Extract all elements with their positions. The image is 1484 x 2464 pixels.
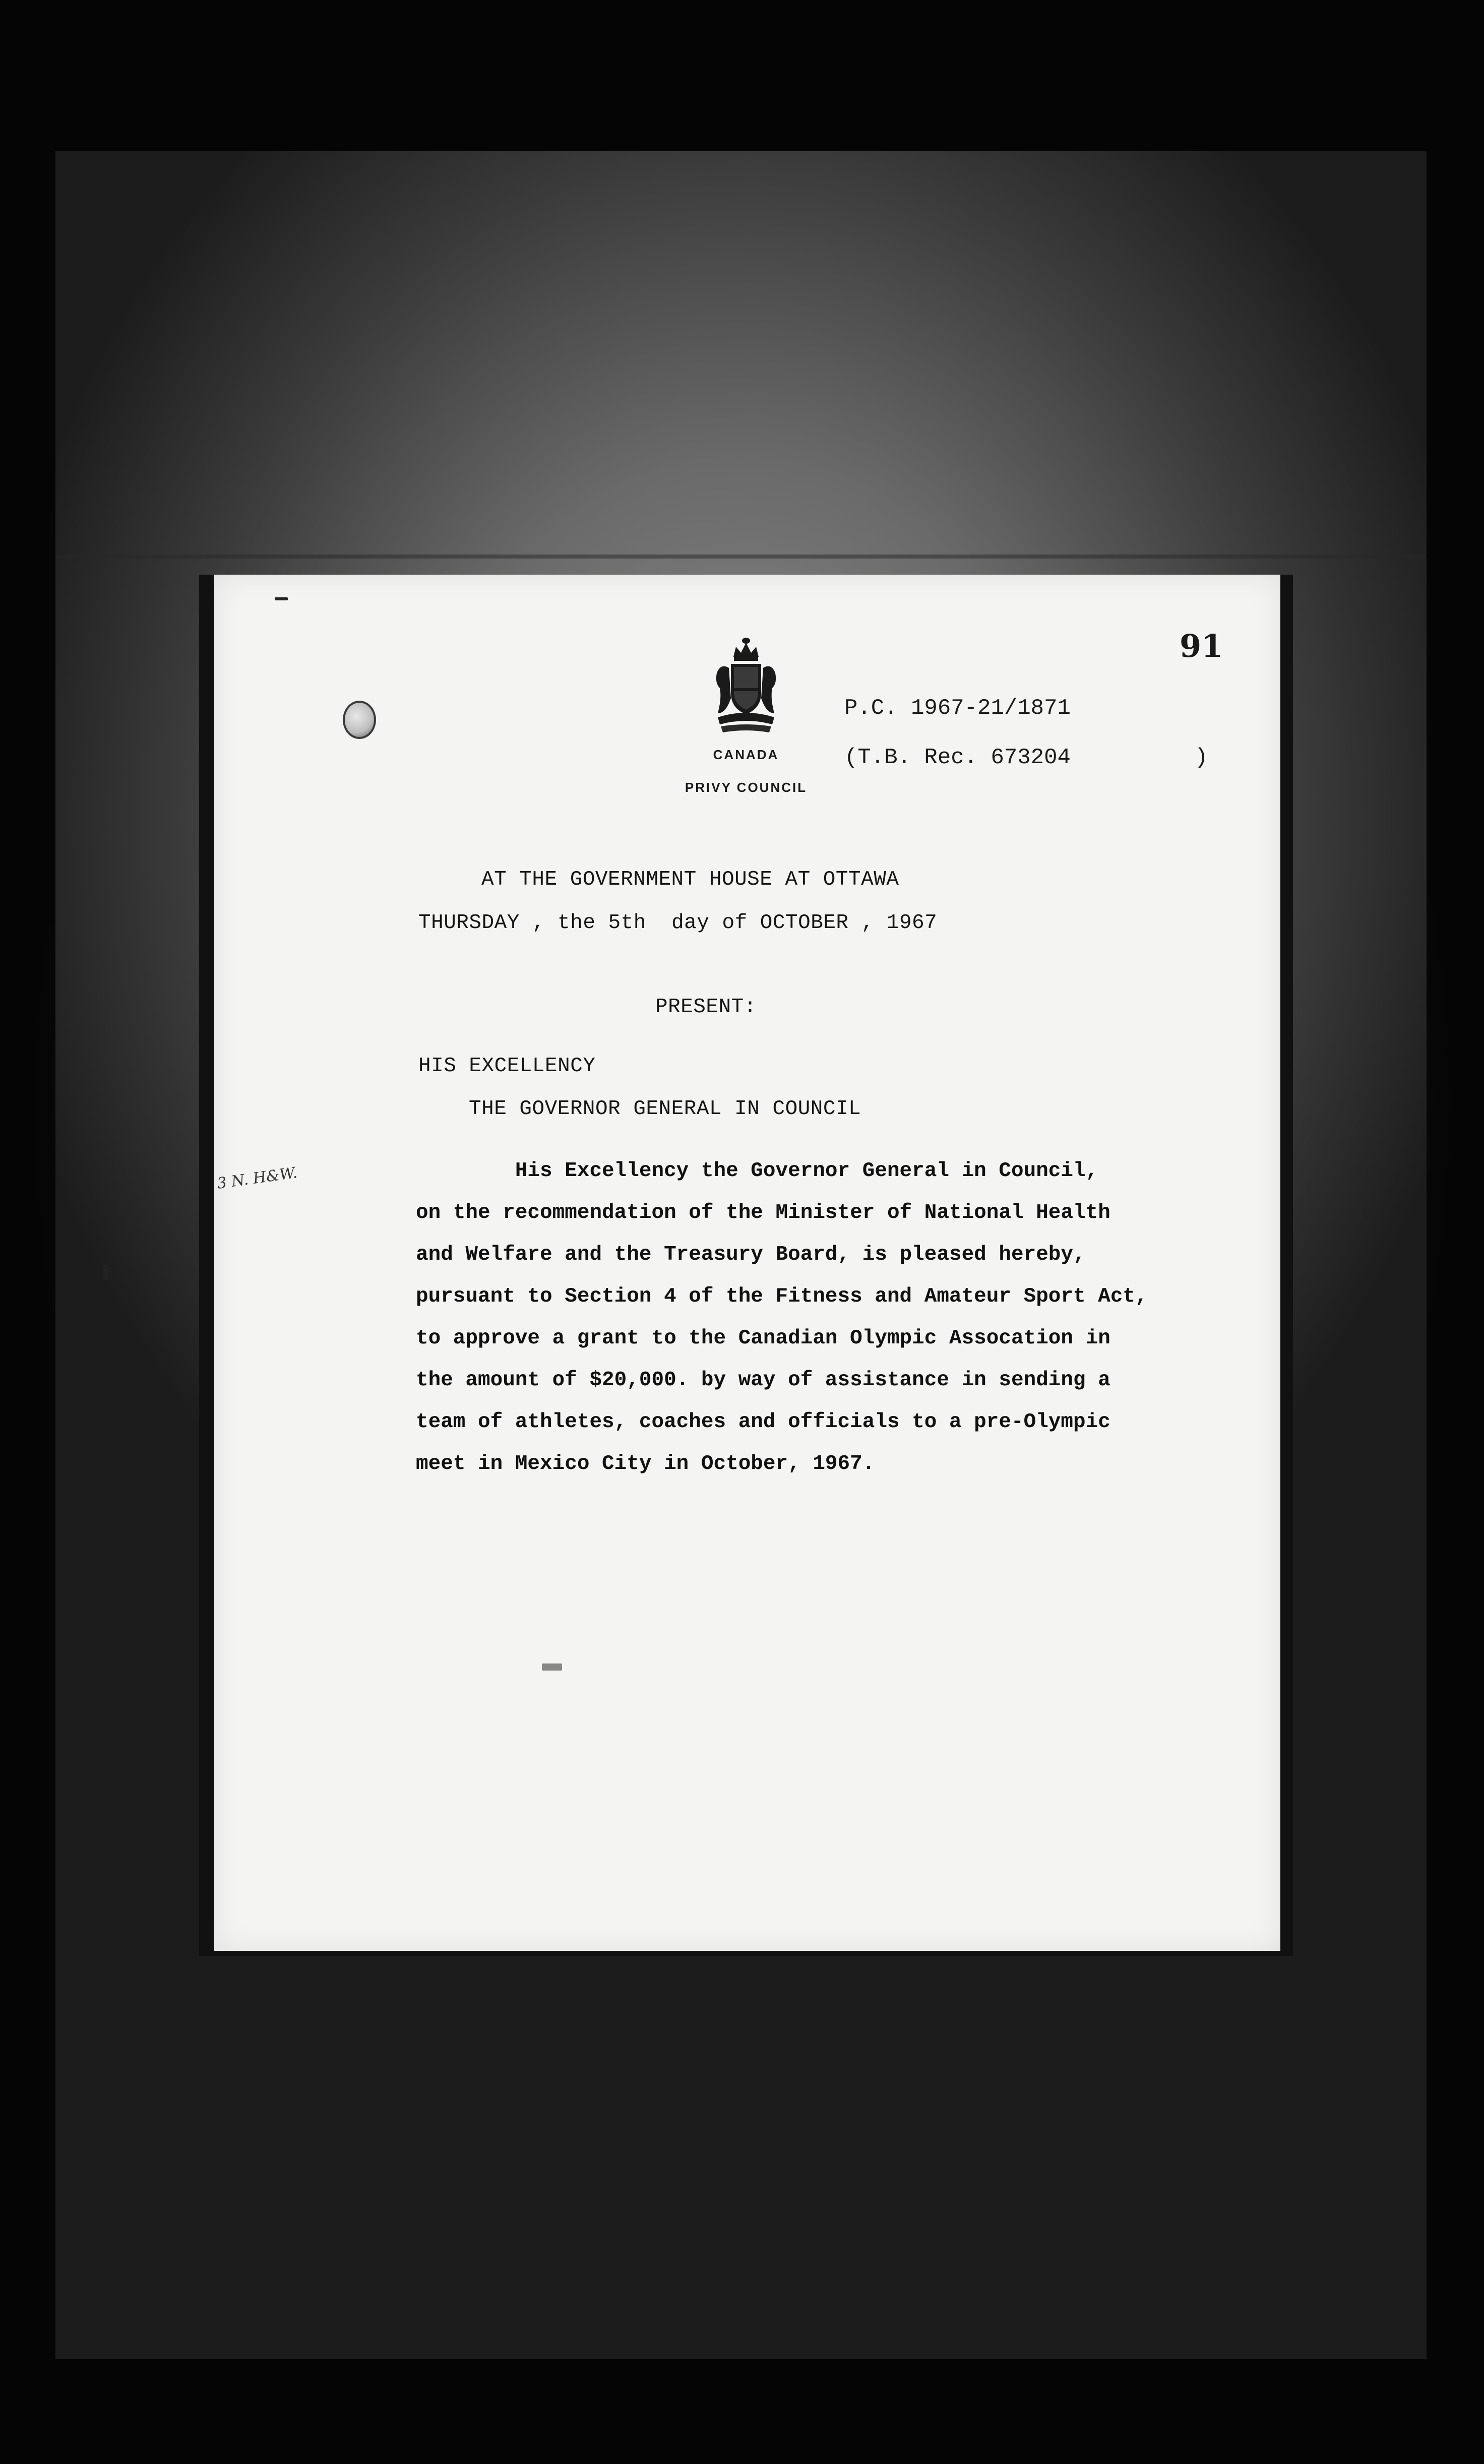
heading-location: AT THE GOVERNMENT HOUSE AT OTTAWA [481, 868, 899, 891]
heading-date-line: THURSDAY , the 5th day of OCTOBER , 1967 [418, 911, 938, 935]
body-line: team of athletes, coaches and officials to a pre-Olympic [416, 1410, 1110, 1434]
tb-label: (T.B. Rec. [844, 745, 978, 770]
attendance-line-2: THE GOVERNOR GENERAL IN COUNCIL [469, 1097, 861, 1121]
pc-reference [844, 696, 1071, 721]
scan-speck [275, 597, 288, 600]
emblem-body-label: PRIVY COUNCIL [685, 780, 808, 795]
body-line: to approve a grant to the Canadian Olympic Assocation in [416, 1327, 1110, 1350]
emblem-country-label: CANADA [713, 747, 779, 762]
margin-note: 3 N. H&W. [216, 1164, 298, 1193]
mat-fold-line [55, 555, 1427, 559]
body-line: meet in Mexico City in October, 1967. [416, 1452, 875, 1475]
present-label: PRESENT: [655, 996, 757, 1019]
pc-prefix: P.C. [844, 696, 898, 721]
pc-number: 1967-21/1871 [911, 696, 1071, 721]
scan-speck [1364, 1210, 1368, 1224]
coat-of-arms-icon [711, 638, 781, 738]
body-line: and Welfare and the Treasury Board, is pleased hereby, [416, 1243, 1086, 1266]
body-line: on the recommendation of the Minister of National Health [416, 1201, 1110, 1224]
tb-number: 673204 [991, 745, 1071, 770]
body-line: pursuant to Section 4 of the Fitness and Amateur Sport Act, [416, 1285, 1148, 1308]
body-line: the amount of $20,000. by way of assistance in sending a [416, 1369, 1110, 1392]
tb-reference [844, 745, 1071, 770]
punch-hole [343, 701, 376, 739]
scan-speck [542, 1664, 562, 1671]
scan-speck [103, 1265, 108, 1280]
attendance-line-1: HIS EXCELLENCY [418, 1055, 596, 1078]
body-line: His Excellency the Governor General in Council, [416, 1159, 1098, 1183]
tb-close-paren: ) [1195, 745, 1208, 770]
page-number: 91 [1180, 628, 1223, 664]
